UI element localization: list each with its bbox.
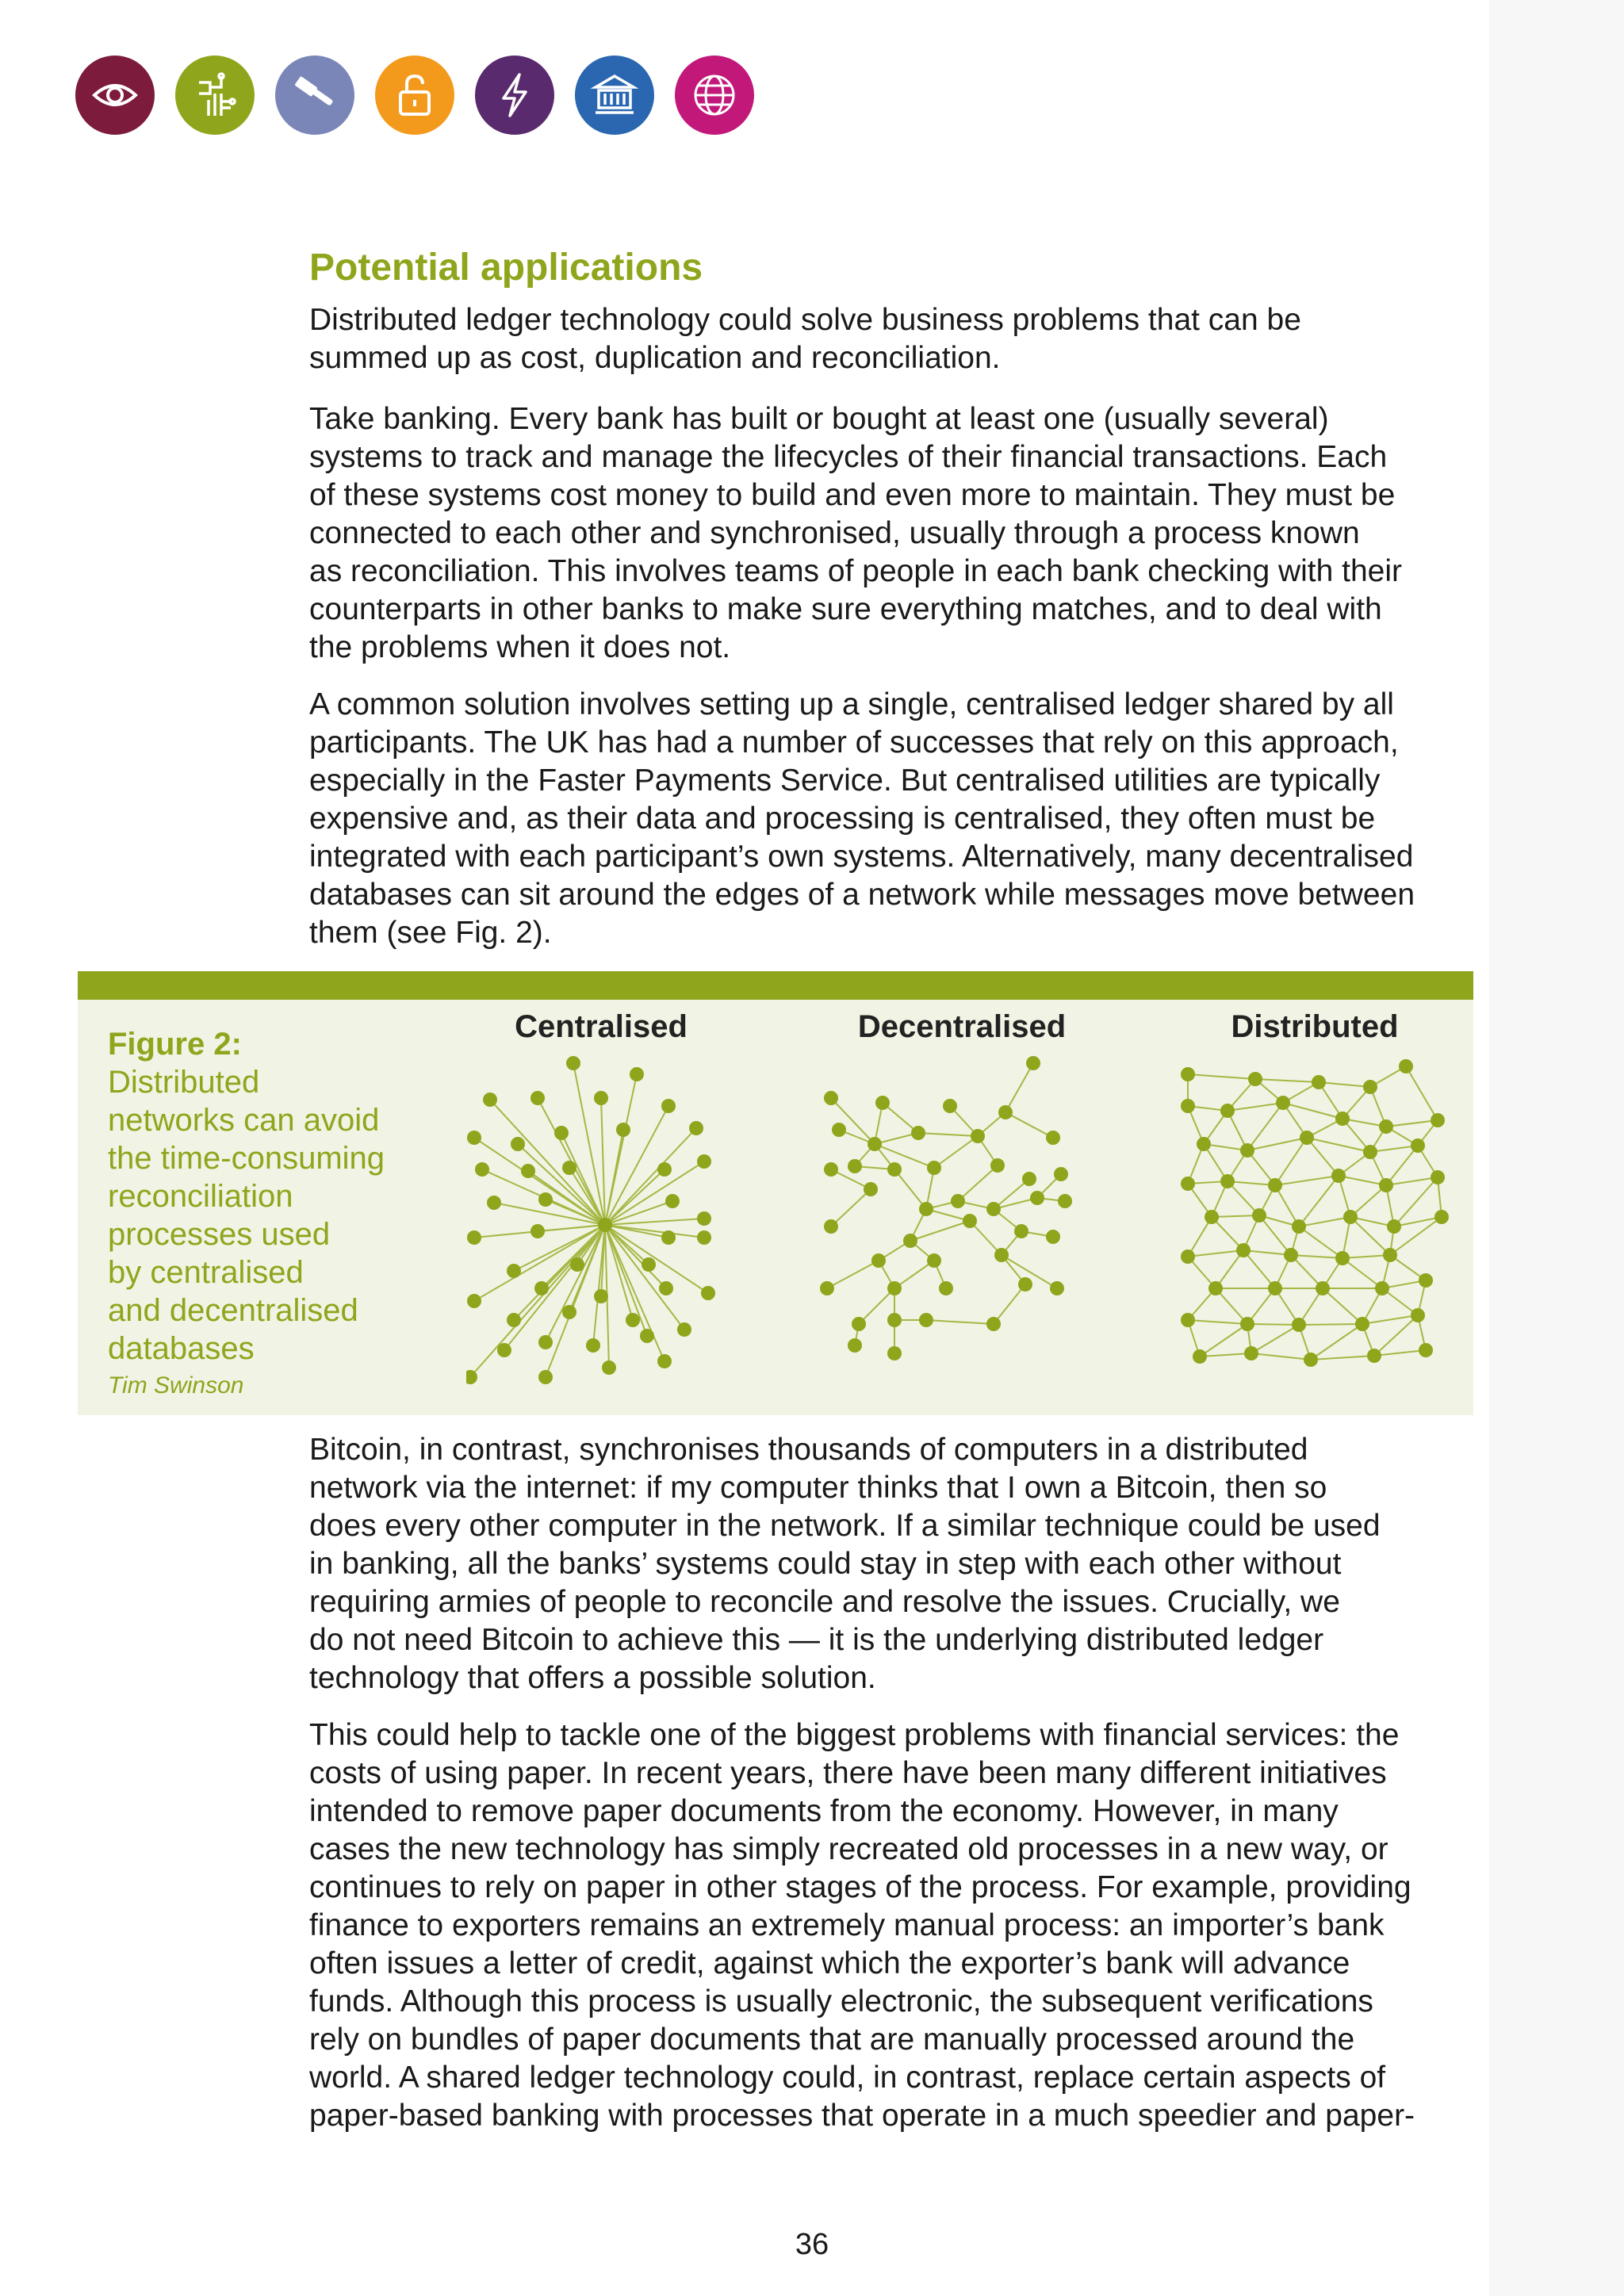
network-link <box>1243 1250 1291 1255</box>
network-node <box>1208 1281 1223 1295</box>
network-node <box>963 1214 977 1228</box>
decentralised-title: Decentralised <box>857 1009 1067 1044</box>
network-node <box>1434 1210 1449 1224</box>
network-node <box>1276 1096 1290 1110</box>
gavel-icon <box>275 55 354 135</box>
text-line: requiring armies of people to reconcile and resolve the issues. Crucially, we <box>309 1585 1340 1619</box>
network-node <box>594 1091 608 1105</box>
network-node <box>626 1313 640 1327</box>
network-link <box>1216 1288 1247 1324</box>
distributed-title: Distributed <box>1231 1009 1399 1044</box>
network-node <box>538 1192 553 1207</box>
network-node <box>677 1322 691 1337</box>
network-node <box>824 1162 838 1177</box>
text-line: the problems when it does not. <box>309 630 731 664</box>
network-node <box>919 1313 933 1327</box>
network-node <box>1268 1178 1282 1192</box>
network-link <box>1370 1146 1418 1152</box>
network-node <box>689 1121 703 1135</box>
network-link <box>1319 1082 1370 1087</box>
network-node <box>1431 1113 1445 1127</box>
network-node <box>1236 1243 1251 1257</box>
page-number: 36 <box>795 2228 829 2261</box>
text-line: continues to rely on paper in other stages of the process. For example, providing <box>309 1870 1411 1904</box>
paragraph-bitcoin <box>309 1431 1483 1697</box>
network-node <box>1292 1219 1306 1234</box>
network-node <box>554 1126 569 1140</box>
network-node <box>1304 1353 1318 1367</box>
section-heading: Potential applications <box>309 247 703 289</box>
caption-line: the time-consuming <box>108 1141 385 1176</box>
text-line: integrated with each participant’s own systems. Alternatively, many decentralised <box>309 840 1414 874</box>
network-link <box>1259 1215 1291 1255</box>
globe-icon <box>675 55 754 135</box>
network-node <box>1383 1248 1397 1262</box>
figure-credit: Tim Swinson <box>108 1372 244 1399</box>
network-link <box>1251 1353 1311 1360</box>
lightning-icon <box>475 55 554 135</box>
text-line: network via the internet: if my computer thinks that I own a Bitcoin, then so <box>309 1471 1327 1505</box>
network-node <box>1419 1273 1433 1288</box>
network-link <box>1386 1177 1438 1185</box>
caption-line: processes used <box>108 1217 331 1252</box>
network-link <box>1005 1112 1053 1138</box>
network-node <box>1181 1067 1195 1081</box>
network-node <box>1030 1191 1044 1205</box>
network-node <box>616 1123 630 1137</box>
network-link <box>470 1225 605 1377</box>
text-line: as reconciliation. This involves teams of people in each bank checking with their <box>309 554 1403 588</box>
network-node <box>1252 1208 1266 1223</box>
network-node <box>497 1343 511 1357</box>
network-node <box>1054 1167 1068 1181</box>
network-link <box>1228 1181 1275 1185</box>
network-node <box>887 1346 902 1360</box>
network-link <box>1323 1288 1362 1324</box>
network-link <box>1311 1324 1362 1360</box>
network-node <box>1181 1099 1195 1113</box>
padlock-icon <box>375 55 454 135</box>
network-link <box>1311 1356 1374 1360</box>
paragraph-banking <box>309 400 1483 667</box>
network-node <box>887 1162 902 1177</box>
network-node <box>994 1248 1009 1262</box>
network-node <box>939 1281 953 1295</box>
figure-caption-lines <box>108 1063 441 1368</box>
network-node <box>1292 1318 1306 1332</box>
network-node <box>602 1360 616 1375</box>
network-link <box>605 1161 704 1225</box>
text-line: databases can sit around the edges of a network while messages move between <box>309 878 1415 912</box>
network-node <box>642 1257 656 1272</box>
network-node <box>1197 1137 1211 1151</box>
text-line: This could help to tackle one of the biggest problems with financial services: the <box>309 1718 1400 1752</box>
network-link <box>504 1225 605 1350</box>
network-node <box>640 1329 654 1343</box>
network-node <box>1046 1230 1060 1244</box>
text-line: funds. Although this process is usually electronic, the subsequent verifications <box>309 1984 1373 2019</box>
network-node <box>824 1091 838 1105</box>
figure-caption <box>108 1025 441 1402</box>
text-line: connected to each other and synchronised, usually through a process known <box>309 516 1360 550</box>
network-node <box>1050 1281 1064 1295</box>
network-node <box>986 1317 1001 1331</box>
network-node <box>661 1230 676 1245</box>
network-node <box>1355 1317 1369 1331</box>
text-line: of these systems cost money to build and even more to maintain. They must be <box>309 478 1396 512</box>
network-node <box>538 1335 553 1349</box>
network-link <box>1299 1176 1339 1226</box>
network-node <box>483 1093 497 1107</box>
network-node <box>1046 1131 1060 1145</box>
text-line: paper-based banking with processes that operate in a much speedier and paper- <box>309 2099 1415 2133</box>
text-line: participants. The UK has had a number of successes that rely on this approach, <box>309 725 1399 760</box>
network-link <box>1275 1138 1307 1185</box>
text-line: cases the new technology has simply recreated old processes in a new way, or <box>309 1832 1388 1866</box>
text-line: do not need Bitcoin to achieve this — it is the underlying distributed ledger <box>309 1623 1324 1657</box>
network-node <box>887 1281 902 1295</box>
text-line: costs of using paper. In recent years, there have been many different initiatives <box>309 1756 1387 1790</box>
network-node <box>538 1370 553 1384</box>
network-node <box>657 1162 672 1177</box>
network-node <box>1419 1343 1433 1357</box>
network-node <box>990 1158 1005 1173</box>
network-node <box>832 1123 846 1137</box>
network-node <box>1022 1172 1036 1186</box>
network-link <box>1386 1120 1438 1127</box>
eye-icon <box>75 55 155 135</box>
network-node <box>943 1099 957 1113</box>
network-link <box>1200 1353 1251 1357</box>
network-link <box>1188 1074 1255 1079</box>
network-link <box>1299 1217 1350 1226</box>
network-node <box>1181 1313 1195 1327</box>
network-node <box>566 1056 580 1070</box>
network-node <box>824 1219 838 1234</box>
network-link <box>1255 1079 1319 1082</box>
network-node <box>911 1126 925 1140</box>
network-node <box>820 1281 834 1295</box>
centralised-network-diagram <box>466 1050 752 1407</box>
network-node <box>864 1182 878 1196</box>
caption-line: and decentralised <box>108 1293 358 1328</box>
text-line: expensive and, as their data and processing is centralised, they often must be <box>309 802 1376 836</box>
decentralised-network-diagram <box>815 1050 1124 1407</box>
network-node <box>1240 1143 1254 1158</box>
text-line: in banking, all the banks’ systems could stay in step with each other without <box>309 1547 1342 1581</box>
network-node <box>1244 1346 1258 1360</box>
network-link <box>1247 1324 1299 1325</box>
network-node <box>1379 1178 1393 1192</box>
paragraph-centralised-ledger <box>309 686 1483 952</box>
network-node <box>852 1317 866 1331</box>
paragraph-intro <box>309 301 1483 377</box>
network-link <box>1299 1324 1362 1325</box>
text-line: finance to exporters remains an extremely manual process: an importer’s bank <box>309 1908 1385 1942</box>
distributed-network-diagram <box>1172 1050 1457 1407</box>
network-node <box>1399 1059 1413 1073</box>
network-node <box>1193 1349 1207 1364</box>
network-node <box>562 1161 576 1175</box>
network-link <box>958 1165 998 1201</box>
network-node <box>665 1194 680 1208</box>
figure-caption-title: Figure 2: <box>108 1027 242 1062</box>
caption-line: Distributed <box>108 1065 260 1100</box>
text-line: intended to remove paper documents from the economy. However, in many <box>309 1794 1339 1828</box>
network-link <box>1005 1063 1033 1112</box>
network-node <box>697 1230 711 1245</box>
network-node <box>1300 1131 1314 1145</box>
network-link <box>605 1128 696 1225</box>
network-node <box>530 1091 545 1105</box>
network-node <box>534 1281 549 1295</box>
network-node <box>1375 1281 1389 1295</box>
network-node <box>659 1281 673 1295</box>
network-node <box>1316 1281 1330 1295</box>
network-node <box>562 1305 576 1319</box>
network-link <box>1228 1103 1283 1111</box>
network-link <box>1339 1176 1386 1185</box>
network-node <box>927 1161 941 1175</box>
network-node <box>697 1154 711 1169</box>
text-line: them (see Fig. 2). <box>309 916 552 950</box>
network-node <box>661 1099 676 1113</box>
network-link <box>1243 1250 1275 1288</box>
centralised-title: Centralised <box>515 1009 688 1044</box>
text-line: Take banking. Every bank has built or bought at least one (usually several) <box>309 402 1329 436</box>
text-line: systems to track and manage the lifecycles of their financial transactions. Each <box>309 440 1388 474</box>
network-node <box>848 1338 862 1353</box>
network-link <box>1342 1255 1390 1258</box>
network-link <box>1212 1215 1259 1217</box>
text-line: world. A shared ledger technology could, in contrast, replace certain aspects of <box>309 2061 1386 2095</box>
network-node <box>1335 1112 1350 1126</box>
network-node <box>530 1224 545 1238</box>
circuit-icon <box>175 55 255 135</box>
page-side-shading <box>1489 0 1624 2296</box>
network-node <box>594 1289 608 1303</box>
network-node <box>475 1162 489 1177</box>
caption-line: databases <box>108 1331 255 1366</box>
network-node <box>657 1354 672 1368</box>
network-node <box>986 1202 1001 1216</box>
network-link <box>1291 1255 1342 1258</box>
network-link <box>1342 1258 1382 1288</box>
network-node <box>511 1137 525 1151</box>
network-link <box>926 1320 994 1324</box>
network-node <box>998 1105 1013 1119</box>
network-node <box>887 1313 902 1327</box>
network-node <box>467 1294 481 1308</box>
network-node <box>875 1096 890 1110</box>
network-node <box>1379 1119 1393 1134</box>
network-node <box>1331 1169 1346 1183</box>
network-link <box>1350 1217 1390 1255</box>
network-node <box>1205 1210 1219 1224</box>
network-node <box>598 1218 612 1232</box>
text-line: summed up as cost, duplication and reconciliation. <box>309 341 1001 375</box>
network-node <box>1240 1317 1254 1331</box>
text-line: often issues a letter of credit, against which the exporter’s bank will advance <box>309 1946 1350 1980</box>
network-node <box>570 1257 584 1272</box>
network-link <box>1251 1325 1299 1353</box>
network-link <box>934 1136 978 1168</box>
network-node <box>927 1253 941 1268</box>
network-link <box>827 1261 879 1288</box>
network-link <box>831 1098 875 1144</box>
figure-2 <box>78 971 1473 1415</box>
network-node <box>1411 1308 1425 1322</box>
network-node <box>1343 1210 1358 1224</box>
text-line: Distributed ledger technology could solve business problems that can be <box>309 303 1301 337</box>
network-node <box>1431 1170 1445 1184</box>
network-node <box>1363 1145 1377 1159</box>
network-link <box>1200 1324 1247 1357</box>
network-node <box>1220 1104 1235 1118</box>
network-node <box>1181 1249 1195 1264</box>
caption-line: by centralised <box>108 1255 304 1290</box>
text-line: does every other computer in the network. If a similar technique could be used <box>309 1509 1381 1543</box>
network-node <box>586 1338 600 1353</box>
network-link <box>1406 1066 1438 1120</box>
figure-top-band <box>78 971 1473 1000</box>
bank-building-icon <box>575 55 654 135</box>
network-link <box>1386 1146 1418 1185</box>
network-node <box>1248 1072 1262 1086</box>
network-node <box>507 1264 521 1278</box>
text-line: especially in the Faster Payments Service. But centralised utilities are typically <box>309 763 1381 798</box>
network-node <box>487 1196 501 1210</box>
network-node <box>1284 1248 1298 1262</box>
network-link <box>593 1225 605 1345</box>
network-node <box>1058 1194 1072 1208</box>
network-node <box>697 1211 711 1226</box>
network-node <box>848 1159 862 1173</box>
network-link <box>1188 1320 1247 1324</box>
network-node <box>868 1137 882 1151</box>
network-node <box>467 1131 481 1145</box>
network-node <box>1018 1277 1032 1292</box>
network-node <box>1387 1219 1401 1234</box>
network-node <box>971 1129 985 1143</box>
network-node <box>701 1286 715 1300</box>
network-link <box>918 1133 978 1136</box>
network-node <box>521 1164 535 1178</box>
network-node <box>630 1067 644 1081</box>
text-line: technology that offers a possible solution. <box>309 1661 876 1695</box>
network-node <box>1312 1075 1326 1089</box>
paragraph-paper-costs <box>309 1716 1483 2135</box>
network-link <box>894 1261 934 1288</box>
network-link <box>1299 1226 1342 1258</box>
network-link <box>1275 1176 1339 1185</box>
network-node <box>1367 1349 1381 1363</box>
network-node <box>1220 1174 1235 1188</box>
network-node <box>467 1230 481 1245</box>
network-node <box>903 1234 917 1248</box>
caption-line: reconciliation <box>108 1179 293 1214</box>
network-node <box>1363 1080 1377 1094</box>
network-link <box>831 1189 871 1226</box>
text-line: A common solution involves setting up a single, centralised ledger shared by all <box>309 687 1394 721</box>
network-node <box>951 1194 965 1208</box>
network-node <box>919 1202 933 1216</box>
text-line: rely on bundles of paper documents that are manually processed around the <box>309 2022 1355 2057</box>
network-node <box>1181 1177 1195 1191</box>
network-node <box>507 1313 521 1327</box>
text-line: counterparts in other banks to make sure everything matches, and to deal with <box>309 592 1382 626</box>
caption-line: networks can avoid <box>108 1103 380 1138</box>
network-node <box>1268 1281 1282 1295</box>
network-link <box>894 1169 926 1209</box>
network-link <box>1188 1250 1243 1257</box>
network-link <box>1374 1350 1426 1356</box>
network-node <box>871 1253 886 1268</box>
network-node <box>1335 1251 1350 1265</box>
network-link <box>1350 1185 1386 1217</box>
network-link <box>994 1284 1025 1324</box>
network-node <box>1411 1138 1425 1153</box>
network-node <box>1026 1056 1040 1070</box>
text-line: Bitcoin, in contrast, synchronises thousands of computers in a distributed <box>309 1433 1308 1467</box>
network-node <box>1014 1224 1028 1238</box>
